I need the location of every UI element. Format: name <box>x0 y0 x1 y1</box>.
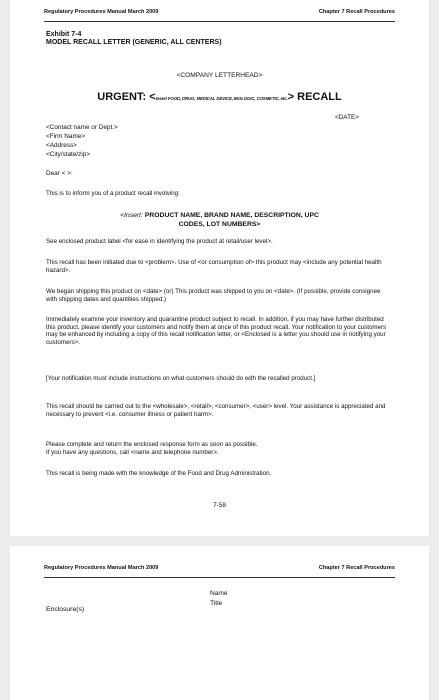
paragraph-reason: This recall has been initiated due to <problem>. Use of <or consumption of> this product may <include any potential health hazard>. <box>46 259 382 274</box>
signature-name: Name <box>210 590 228 597</box>
header-manual-title: Regulatory Procedures Manual March 2009 <box>44 9 159 15</box>
enclosures-label: Enclosure(s) <box>46 606 85 613</box>
page-header <box>44 565 395 571</box>
paragraph-response: Please complete and return the enclosed response form as soon as possible. If you have any questions, call <name and telephone number>. <box>46 441 258 456</box>
urgent-insert-text: Insert FOOD, DRUG, MEDICAL DEVICE, BIOLOGIC, COSMETIC, etc. <box>155 96 288 101</box>
recipient-address <box>46 123 118 159</box>
paragraph-inventory: Immediately examine your inventory and quarantine product subject to recall. In addition, if you may have further distributed this product, please identify your customers and notify them at once of this product recall. Your notification to your customers may be enhanced by including a copy of this recall notification letter, or <Enclosed is a letter you should use in notifying your customers>. <box>46 316 387 346</box>
address-line: <City/state/zip> <box>46 151 91 158</box>
page-header <box>44 9 395 15</box>
exhibit-number: Exhibit 7-4 <box>46 31 82 38</box>
header-rule <box>44 577 395 578</box>
exhibit-heading <box>46 31 222 47</box>
exhibit-title: MODEL RECALL LETTER (GENERIC, ALL CENTERS) <box>46 39 222 46</box>
intro-paragraph: This is to inform you of a product recall involving: <box>46 190 180 197</box>
insert-line-1: PRODUCT NAME, BRAND NAME, DESCRIPTION, UPC <box>144 212 319 219</box>
company-letterhead-placeholder: <COMPANY LETTERHEAD> <box>176 72 263 79</box>
signature-block <box>210 589 228 609</box>
header-rule <box>44 21 395 22</box>
insert-line-2: CODES, LOT NUMBERS> <box>178 221 261 228</box>
header-manual-title: Regulatory Procedures Manual March 2009 <box>44 565 159 571</box>
urgent-suffix: > RECALL <box>287 91 342 103</box>
signature-title: Title <box>210 600 223 607</box>
header-chapter-title: Chapter 7 Recall Procedures <box>318 9 395 15</box>
urgent-prefix: URGENT: < <box>97 91 156 103</box>
date-placeholder: <DATE> <box>334 114 359 121</box>
address-line: <Firm Name> <box>46 133 86 140</box>
paragraph-shipping: We began shipping this product on <date> (or) This product was shipped to you on <date>. (If possible, provide consignee with shipping dates and quantities shipped.) <box>46 288 381 303</box>
urgent-recall-heading <box>10 91 429 103</box>
insert-label: <Insert: <box>120 212 145 219</box>
address-line: <Address> <box>46 142 77 149</box>
page-number: 7-58 <box>213 502 226 509</box>
paragraph-instructions: [Your notification must include instructions on what customers should do with the recalled product.] <box>46 375 316 382</box>
paragraph-label: See enclosed product label <for ease in identifying the product at retail/user level>. <box>46 238 273 245</box>
document-page-1 <box>10 0 429 536</box>
salutation: Dear < >: <box>46 170 73 177</box>
product-insert-block <box>10 211 429 229</box>
paragraph-fda: This recall is being made with the knowledge of the Food and Drug Administration. <box>46 470 272 477</box>
paragraph-recall-level: This recall should be carried out to the <wholesale>, <retail>, <consumer>, <user> level. Your assistance is appreciated and necessary to prevent <i.e. consumer illness or patient harm>. <box>46 403 386 418</box>
document-page-2 <box>10 546 429 700</box>
header-chapter-title: Chapter 7 Recall Procedures <box>318 565 395 571</box>
address-line: <Contact name or Dept.> <box>46 124 118 131</box>
